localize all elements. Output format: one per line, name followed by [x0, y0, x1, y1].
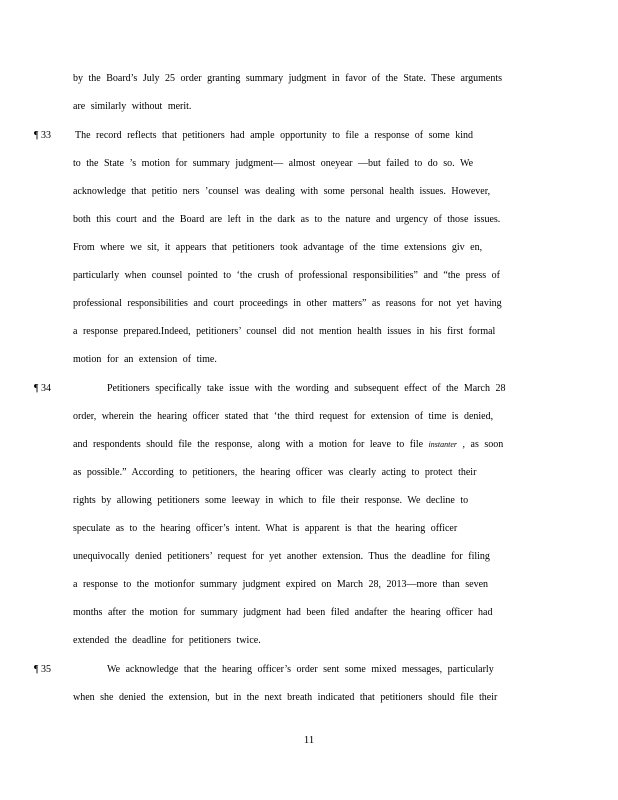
- text-line: unequivocally denied petitioners’ request for yet another extension. Thus the deadline for filing: [73, 551, 490, 562]
- text-line: extended the deadline for petitioners twice.: [73, 635, 261, 646]
- text-line: The record reflects that petitioners had ample opportunity to file a response of some kind: [75, 130, 474, 141]
- text-line: by the Board’s July 25 order granting summary judgment in favor of the State. These arguments: [73, 73, 502, 84]
- paragraph-number: ¶ 33: [34, 130, 52, 141]
- text-line: both this court and the Board are left in the dark as to the nature and urgency of those issues.: [73, 214, 501, 225]
- text-line: speculate as to the hearing officer’s intent. What is apparent is that the hearing officer: [73, 523, 458, 534]
- text-line: particularly when counsel pointed to ‘the crush of professional responsibilities” and “the press of: [73, 270, 500, 281]
- text-line: as possible.” According to petitioners, the hearing officer was clearly acting to protect their: [73, 467, 477, 478]
- paragraph-number: ¶ 35: [34, 664, 52, 675]
- italic-term: instanter: [428, 440, 457, 449]
- text-segment: , as soon: [457, 439, 504, 450]
- text-line: [73, 439, 503, 451]
- paragraph-number: ¶ 34: [34, 383, 52, 394]
- text-line: a response prepared.Indeed, petitioners’ counsel did not mention health issues in his first formal: [73, 326, 496, 337]
- text-line: are similarly without merit.: [73, 101, 192, 112]
- text-line: From where we sit, it appears that petitioners took advantage of the time extensions giv en,: [73, 242, 483, 253]
- text-line: months after the motion for summary judgment had been filed andafter the hearing officer had: [73, 607, 493, 618]
- text-line: We acknowledge that the hearing officer’s order sent some mixed messages, particularly: [107, 664, 494, 675]
- text-line: acknowledge that petitio ners ’counsel was dealing with some personal health issues. However,: [73, 186, 491, 197]
- page-number: 11: [303, 734, 315, 746]
- text-line: a response to the motionfor summary judgment expired on March 28, 2013—more than seven: [73, 579, 489, 590]
- text-line: when she denied the extension, but in the next breath indicated that petitioners should file their: [73, 692, 498, 703]
- text-line: rights by allowing petitioners some leeway in which to file their response. We decline to: [73, 495, 469, 506]
- text-line: professional responsibilities and court proceedings in other matters” as reasons for not yet having: [73, 298, 502, 309]
- text-line: motion for an extension of time.: [73, 354, 217, 365]
- text-line: order, wherein the hearing officer stated that ‘the third request for extension of time is denied,: [73, 411, 494, 422]
- text-line: to the State ’s motion for summary judgment— almost oneyear —but failed to do so. We: [73, 158, 474, 169]
- text-segment: and respondents should file the response, along with a motion for leave to file: [73, 439, 429, 450]
- text-line: Petitioners specifically take issue with the wording and subsequent effect of the March 28: [107, 383, 506, 394]
